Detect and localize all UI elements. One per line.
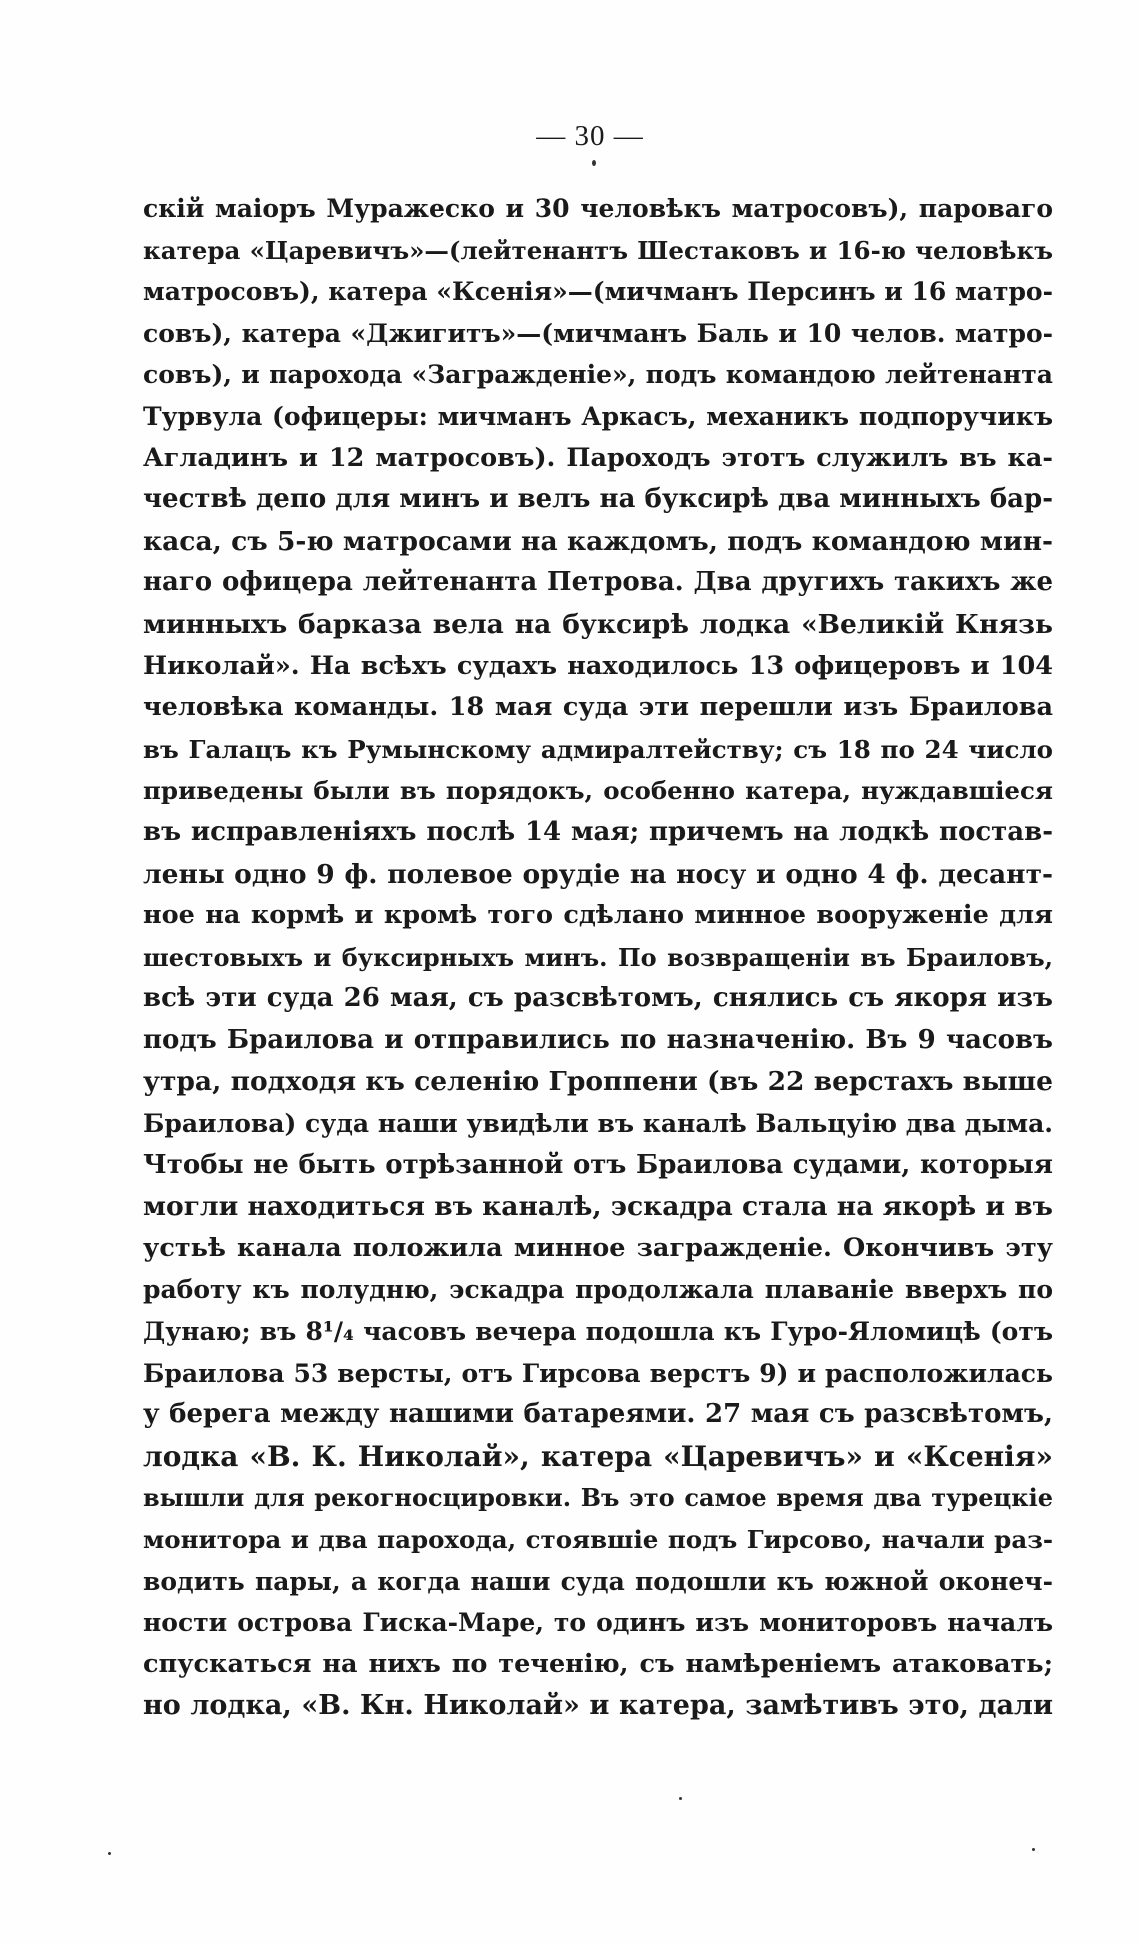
text-line: ности острова Гиска-Маре, то одинъ изъ мониторовъ началъ	[143, 1608, 1053, 1638]
text-line: въ Галацъ къ Румынскому адмиралтейству; съ 18 по 24 число	[143, 734, 1053, 764]
text-line: минныхъ барказа вела на буксирѣ лодка «Великій Князь	[143, 608, 1053, 640]
text-line: Николай». На всѣхъ судахъ находилось 13 офицеровъ и 104	[143, 650, 1053, 681]
text-line: въ исправленіяхъ послѣ 14 мая; причемъ на лодкѣ постав-	[143, 816, 1053, 847]
text-line: но лодка, «В. Кн. Николай» и катера, замѣтивъ это, дали	[143, 1690, 1053, 1722]
text-line: Турвула (офицеры: мичманъ Аркасъ, механикъ подпоручикъ	[143, 401, 1053, 431]
text-line: Агладинъ и 12 матросовъ). Пароходъ этотъ служилъ въ ка-	[143, 442, 1053, 473]
text-line: всѣ эти суда 26 мая, съ разсвѣтомъ, снялись съ якоря изъ	[143, 983, 1053, 1014]
text-line: ное на кормѣ и кромѣ того сдѣлано минное вооруженіе для	[143, 900, 1053, 931]
text-line: спускаться на нихъ по теченію, съ намѣреніемъ атаковать;	[143, 1648, 1053, 1679]
text-line: Чтобы не быть отрѣзанной отъ Браилова судами, которыя	[143, 1149, 1053, 1180]
print-speck	[679, 1797, 682, 1800]
text-line: Браилова) суда наши увидѣли въ каналѣ Вальцуію два дыма.	[143, 1109, 1053, 1139]
text-line: могли находиться въ каналѣ, эскадра стала на якорѣ и въ	[143, 1191, 1053, 1223]
print-speck	[108, 1852, 111, 1855]
text-line: приведены были въ порядокъ, особенно катера, нуждавшіеся	[143, 776, 1053, 806]
text-line: матросовъ), катера «Ксенія»—(мичманъ Персинъ и 16 матро-	[143, 277, 1053, 307]
print-speck	[1032, 1848, 1035, 1851]
text-line: скій маіоръ Муражеско и 30 человѣкъ матросовъ), пароваго	[143, 194, 1053, 223]
text-line: Браилова 53 версты, отъ Гирсова верстъ 9) и расположилась	[143, 1358, 1053, 1388]
text-line: совъ), катера «Джигитъ»—(мичманъ Баль и 10 челов. матро-	[143, 318, 1053, 348]
text-line: у берега между нашими батареями. 27 мая съ разсвѣтомъ,	[143, 1399, 1053, 1430]
text-line: наго офицера лейтенанта Петрова. Два другихъ такихъ же	[143, 567, 1053, 598]
text-line: Дунаю; въ 8¹/₄ часовъ вечера подошла къ Гуро-Яломицѣ (отъ	[143, 1317, 1053, 1347]
text-line: лодка «В. К. Николай», катера «Царевичъ» и «Ксенія»	[143, 1439, 1053, 1473]
text-line: катера «Царевичъ»—(лейтенантъ Шестаковъ и 16-ю человѣкъ	[143, 235, 1053, 265]
text-line: каса, съ 5-ю матросами на каждомъ, подъ командою мин-	[143, 525, 1053, 557]
text-line: устьѣ канала положила минное загражденіе. Окончивъ эту	[143, 1232, 1053, 1263]
body-text	[143, 188, 1053, 1727]
text-line: подъ Браилова и отправились по назначенію. Въ 9 часовъ	[143, 1024, 1053, 1055]
text-line: совъ), и парохода «Загражденіе», подъ командою лейтенанта	[143, 360, 1053, 390]
text-line: вышли для рекогносцировки. Въ это самое время два турецкіе	[143, 1483, 1053, 1513]
print-speck	[592, 160, 596, 166]
page-number: — 30 —	[536, 120, 644, 152]
text-line: монитора и два парохода, стоявшіе подъ Гирсово, начали раз-	[143, 1525, 1053, 1554]
text-line: лены одно 9 ф. полевое орудіе на носу и одно 4 ф. десант-	[143, 858, 1053, 890]
text-line: утра, подходя къ селенію Гроппени (въ 22 верстахъ выше	[143, 1066, 1053, 1098]
text-line: чествѣ депо для минъ и велъ на буксирѣ два минныхъ бар-	[143, 484, 1053, 515]
text-line: работу къ полудню, эскадра продолжала плаваніе вверхъ по	[143, 1275, 1053, 1305]
text-line: водить пары, а когда наши суда подошли къ южной оконеч-	[143, 1566, 1053, 1596]
text-line: человѣка команды. 18 мая суда эти перешли изъ Браилова	[143, 692, 1053, 723]
text-line: шестовыхъ и буксирныхъ минъ. По возвращеніи въ Браиловъ,	[143, 942, 1053, 972]
